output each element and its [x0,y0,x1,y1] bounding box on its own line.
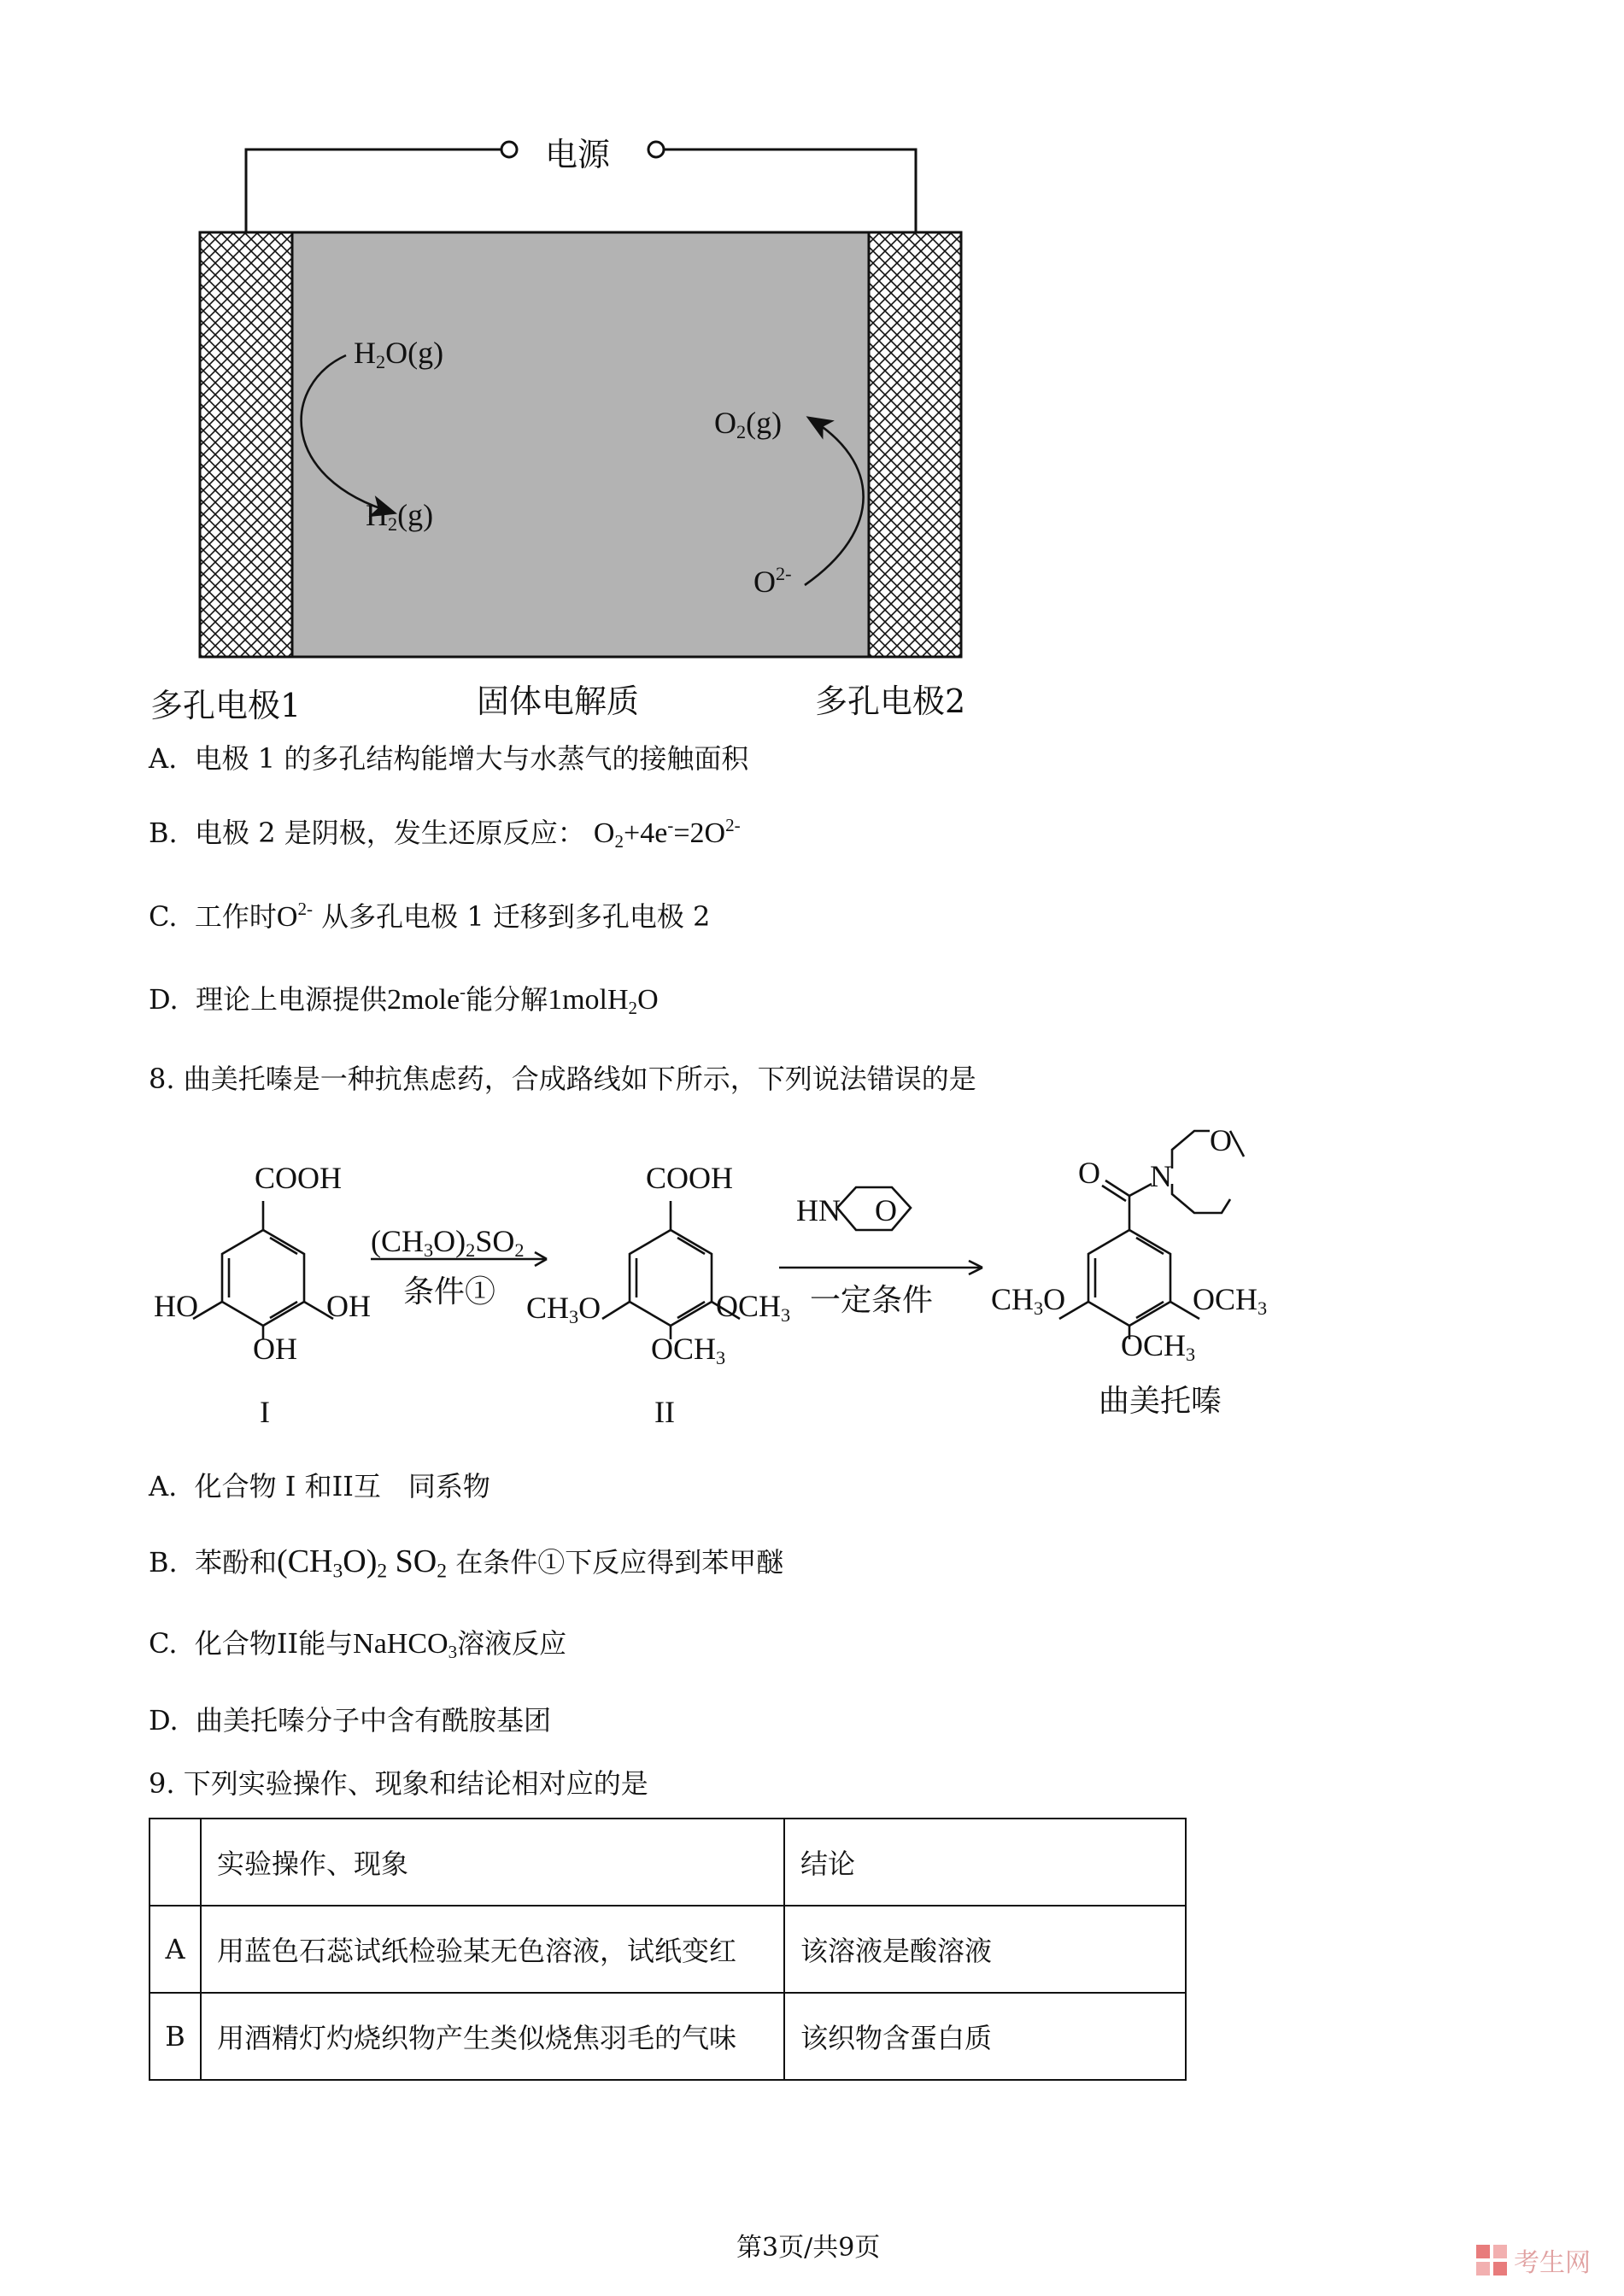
option-letter: A. [149,742,178,775]
option-text: 电极 2 是阴极，发生还原反应： [195,817,585,849]
electrode-2-label: 多孔电极2 [815,682,966,720]
watermark-logo [1474,2241,1603,2279]
table-header-cell: 结论 [784,1819,1186,1906]
table-cell: B [150,1993,201,2080]
q8-option-d [149,1703,551,1737]
table-cell: 用酒精灯灼烧织物产生类似烧焦羽毛的气味 [201,1993,784,2080]
option-letter: D. [149,1704,179,1737]
compound-2-label: II [654,1395,675,1429]
reagent-1: $(CH_3O)_2SO_2$ [371,1224,525,1262]
option-letter: A. [149,1470,178,1502]
option-text: 苯酚和 [195,1546,278,1578]
electrode-1-label: 多孔电极1 [150,687,302,724]
product-och3-bottom: $OCH_3$ [1121,1328,1196,1366]
option-text: 能分解 [466,983,548,1016]
product-och3-left: $CH_3O$ [991,1282,1066,1320]
compound-2-och3-left: $CH_3O$ [526,1291,601,1328]
compound-1-oh-right: OH [326,1289,371,1323]
oxide-ion: $O^{2-}$ [276,898,313,933]
table-cell: 用蓝色石蕊试纸检验某无色溶液，试纸变红 [201,1906,784,1993]
option-text: 溶液反应 [457,1627,567,1660]
option-text: 在条件①下反应得到苯甲醚 [455,1546,784,1578]
q7-option-c [149,899,710,934]
morpholine-o: O [875,1193,897,1227]
reduction-equation: $O_2+4e^-=2O^{2-}$ [593,814,741,852]
condition-2: 一定条件 [810,1283,934,1318]
option-letter: B. [149,817,178,849]
experiment-table [149,1818,1187,2081]
q7-option-a [149,741,748,776]
option-text: 化合物 I 和II互 同系物 [194,1470,490,1502]
product-label: 曲美托嗪 [1099,1384,1222,1419]
condition-1: 条件① [403,1274,496,1309]
compound-1-oh-bottom: OH [253,1332,297,1366]
water-amount: 1molH$_2$O [548,984,659,1018]
q8-stem: 8. 曲美托嗪是一种抗焦虑药，合成路线如下所示，下列说法错误的是 [149,1063,976,1095]
electron-amount: 2mole- [387,981,466,1016]
q8-option-c [149,1626,566,1661]
porous-electrode-2 [869,232,961,657]
porous-electrode-1 [200,232,292,657]
dimethyl-sulfate: $(CH_3O)_2$ $SO_2$ [277,1543,448,1583]
table-cell: A [150,1906,201,1993]
q8-option-a [149,1469,490,1503]
compound-2-och3-bottom: $OCH_3$ [651,1332,726,1369]
compound-1-cooh: COOH [255,1161,343,1195]
table-header-row [150,1819,1186,1906]
option-letter: D. [149,983,179,1016]
option-text: 化合物II能与 [194,1627,354,1660]
table-header-cell: 实验操作、现象 [201,1819,784,1906]
table-cell: 该溶液是酸溶液 [784,1906,1186,1993]
compound-1-ho: HO [154,1289,198,1323]
sodium-bicarbonate: NaHCO$_3$ [353,1628,458,1662]
q9-stem: 9. 下列实验操作、现象和结论相对应的是 [149,1767,648,1800]
option-text: 理论上电源提供 [196,983,388,1016]
electrolyte-label: 固体电解质 [477,682,640,720]
product-carbonyl-o: O [1078,1156,1100,1190]
electrolysis-cell-diagram [0,0,1624,735]
product-n: N [1150,1159,1172,1193]
option-letter: C. [149,900,178,933]
watermark-icon [1474,2243,1509,2277]
q7-option-b [149,816,741,851]
option-text: 曲美托嗪分子中含有酰胺基团 [196,1704,552,1737]
q8-option-b [149,1543,784,1583]
table-header-cell [150,1819,201,1906]
morpholine-hn: HN [796,1193,841,1227]
page-number: 第3页/共9页 [736,2233,881,2263]
table-cell: 该织物含蛋白质 [784,1993,1186,2080]
compound-1-label: I [260,1395,270,1429]
compound-2-och3-right: $OCH_3$ [716,1289,791,1327]
table-row [150,1906,1186,1993]
compound-2-cooh: COOH [646,1161,734,1195]
option-text: 工作时 [194,900,277,933]
table-row [150,1993,1186,2080]
product-och3-right: $OCH_3$ [1193,1282,1268,1320]
species-o2: $O_2(g)$ [714,406,783,443]
watermark-text: 考生网 [1514,2248,1591,2278]
option-letter: C. [149,1627,178,1660]
species-h2: $H_2(g)$ [366,498,434,536]
option-letter: B. [149,1546,178,1578]
species-h2o: $H_2O(g)$ [354,336,444,373]
species-oxide-ion: $O^{2-}$ [753,563,792,599]
option-text: 从多孔电极 1 迁移到多孔电极 2 [321,900,711,933]
q7-option-d [149,982,659,1017]
power-source-label: 电源 [545,136,611,173]
product-ring-o: O [1210,1123,1232,1157]
option-text: 电极 1 的多孔结构能增大与水蒸气的接触面积 [194,742,749,775]
